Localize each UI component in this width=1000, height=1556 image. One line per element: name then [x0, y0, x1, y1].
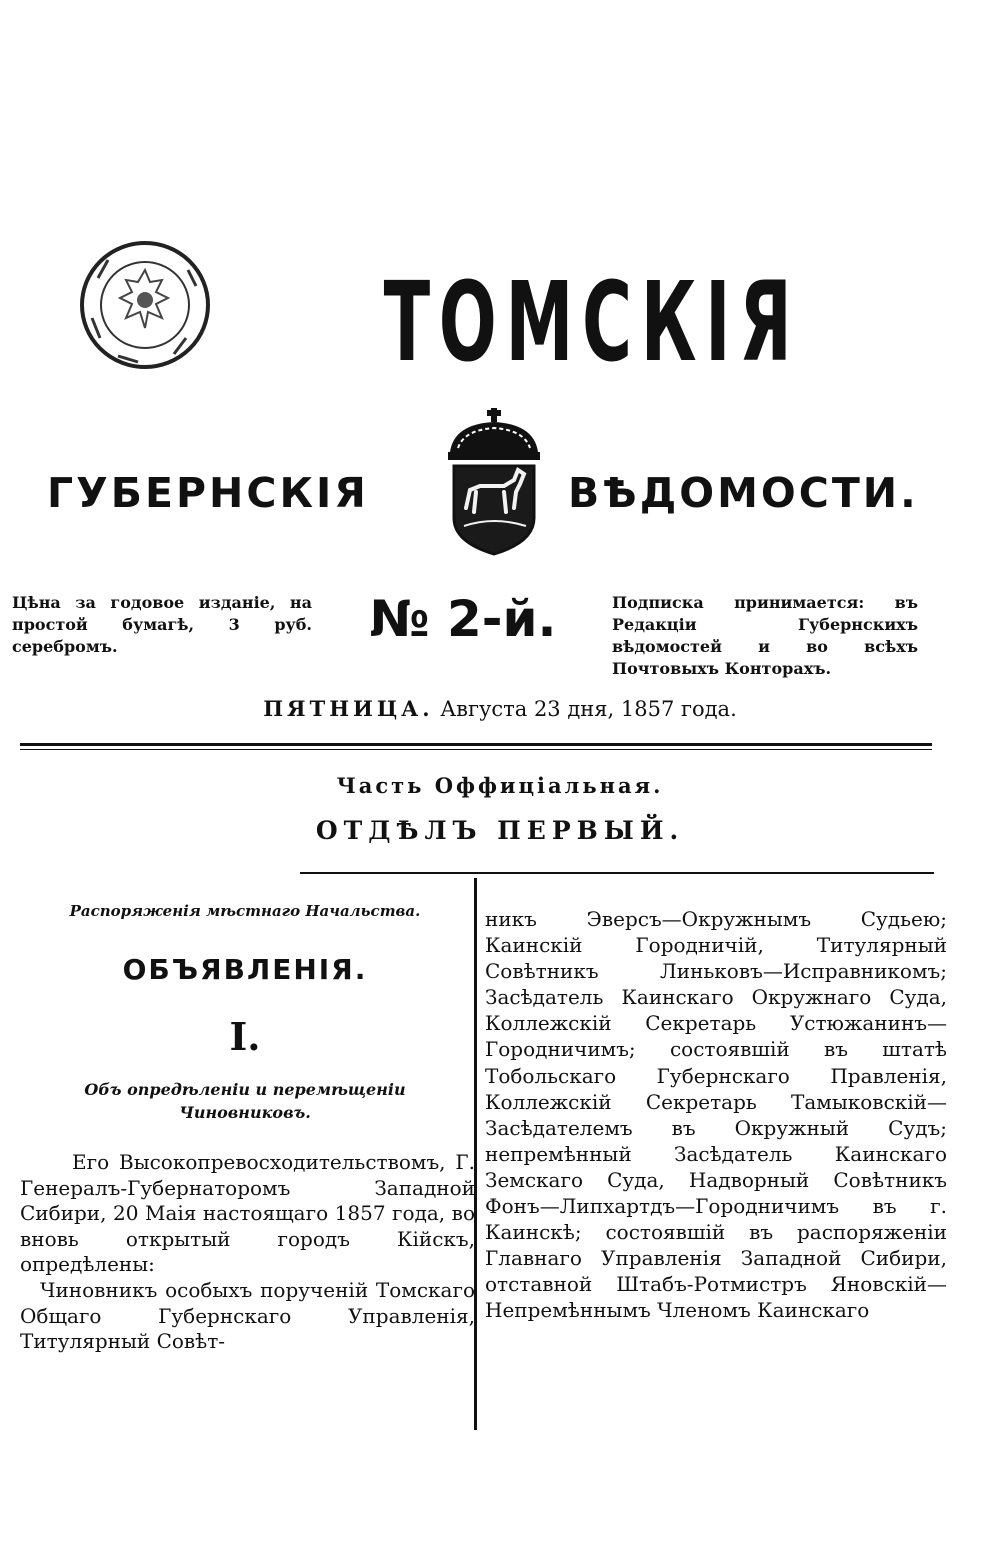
newspaper-title: ТОМСКІЯ	[383, 258, 801, 386]
column-heading: Распоряженія мѣстнаго Начальства.	[69, 902, 421, 920]
newspaper-subtitle-right: ВѢДОМОСТИ.	[568, 469, 919, 517]
department-heading: ОТДѢЛЪ ПЕРВЫЙ.	[315, 816, 685, 845]
subscription-notice: Подписка принимается: въ Редакціи Губернскихъ вѣдомостей и во всѣхъ Почтовыхъ Конторахъ.	[612, 593, 918, 678]
part-heading: Часть Оффиціальная.	[336, 773, 664, 798]
right-column-body	[485, 906, 947, 1324]
dateline-date: Августа 23 дня, 1857 года.	[440, 697, 737, 721]
left-column-body	[20, 1150, 475, 1355]
paragraph: никъ Эверсъ—Окружнымъ Судьею; Каинскій Городничій, Титулярный Совѣтникъ Линьковъ—Исправникомъ; Засѣдатель Каинскаго Окружнаго Суда, Коллежскій Секретарь Устюжанинъ—Городничимъ; состоявшій въ штатѣ Тобольскаго Губернскаго Правленія, Коллежскій Секретарь Тамыковскій—Засѣдателемъ въ Окружный Судъ; непремѣнный Засѣдатель Каинскаго Земскаго Суда, Надворный Совѣтникъ Фонъ—Липхартдъ—Городничимъ въ г. Каинскѣ; состоявшій въ распоряженіи Главнаго Управленія Западной Сибири, отставной Штабъ-Ротмистръ Яновскій—Непремѣннымъ Членомъ Каинскаго	[485, 907, 947, 1323]
item-subtitle: Объ опредѣленіи и перемѣщеніи Чиновниковъ.	[84, 1080, 406, 1122]
rule-top	[20, 743, 932, 746]
price-notice: Цѣна за годовое изданіе, на простой бумагѣ, 3 руб. серебромъ.	[12, 593, 312, 656]
seal-stamp	[78, 238, 212, 372]
rule-section	[300, 872, 934, 874]
issue-number: № 2-й.	[369, 590, 557, 648]
paragraph: Чиновникъ особыхъ порученій Томскаго Общаго Губернскаго Управленія, Титулярный Совѣт-	[20, 1277, 475, 1354]
coat-of-arms-icon	[440, 408, 548, 556]
item-numeral: I.	[229, 1014, 261, 1059]
dateline	[0, 694, 1000, 724]
rule-top-thin	[20, 749, 932, 750]
newspaper-subtitle-left: ГУБЕРНСКІЯ	[47, 469, 369, 517]
announcements-heading: ОБЪЯВЛЕНІЯ.	[122, 953, 368, 986]
paragraph: Его Высокопревосходительствомъ, Г. Генералъ-Губернаторомъ Западной Сибири, 20 Маія настоящаго 1857 года, во вновь открытый городъ Кійскъ, опредѣлены:	[20, 1150, 475, 1277]
dateline-weekday: ПЯТНИЦА.	[263, 696, 434, 721]
